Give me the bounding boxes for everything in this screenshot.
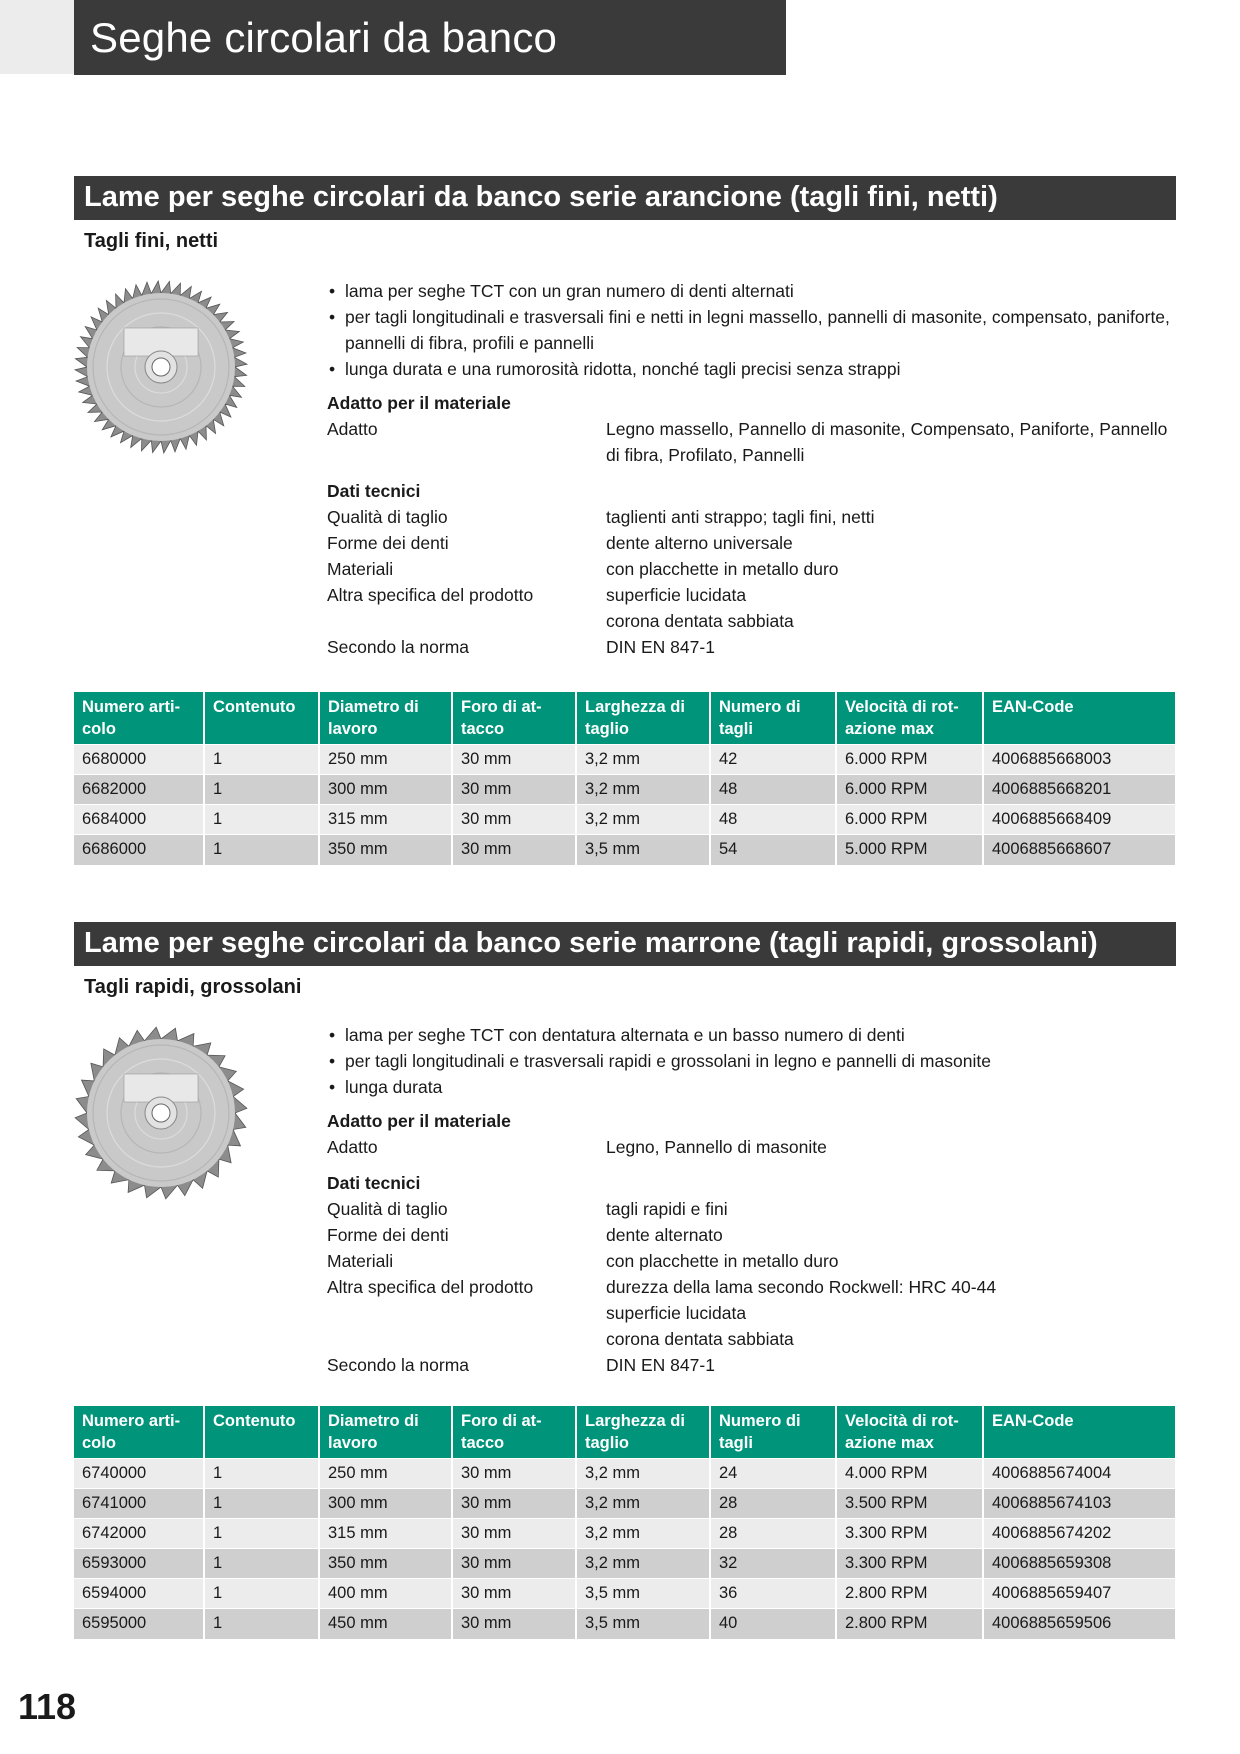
table-header-row	[74, 1406, 1175, 1459]
table-cell: 3,2 mm	[576, 805, 710, 835]
table-cell: 24	[710, 1459, 836, 1489]
table-cell: 1	[204, 835, 319, 865]
table-cell: 30 mm	[452, 835, 576, 865]
column-header: Numero arti- colo	[74, 1406, 204, 1459]
table-cell: 300 mm	[319, 1489, 452, 1519]
spec-value: con placchette in metallo duro	[606, 559, 839, 579]
table-cell: 30 mm	[452, 1489, 576, 1519]
circular-saw-blade-icon	[72, 278, 250, 456]
section-title: Lame per seghe circolari da banco serie marrone (tagli rapidi, grossolani)	[74, 922, 1176, 966]
table-cell: 4006885668201	[983, 775, 1175, 805]
table-cell: 1	[204, 775, 319, 805]
table-cell: 1	[204, 745, 319, 775]
table-cell: 4006885659308	[983, 1549, 1175, 1579]
table-cell: 5.000 RPM	[836, 835, 983, 865]
spec-label: Qualità di taglio	[327, 507, 448, 527]
norm-row	[327, 1352, 1172, 1378]
circular-saw-blade-icon	[72, 1024, 250, 1202]
table-cell: 1	[204, 1459, 319, 1489]
table-row	[74, 775, 1175, 805]
table-cell: 3,2 mm	[576, 745, 710, 775]
table-cell: 1	[204, 805, 319, 835]
spec-value: corona dentata sabbiata	[606, 1329, 794, 1349]
spec-row	[327, 504, 1172, 530]
table-cell: 2.800 RPM	[836, 1609, 983, 1639]
spec-label: Forme dei denti	[327, 533, 449, 553]
spec-row	[327, 1196, 1172, 1222]
column-header: Numero di tagli	[710, 692, 836, 745]
table-cell: 30 mm	[452, 745, 576, 775]
table-cell: 300 mm	[319, 775, 452, 805]
product-description	[327, 278, 1172, 660]
table-cell: 250 mm	[319, 1459, 452, 1489]
spec-value: superficie lucidata	[606, 585, 747, 605]
table-row	[74, 745, 1175, 775]
tech-heading: Dati tecnici	[327, 1173, 421, 1193]
material-row	[327, 1134, 1172, 1160]
table-cell: 350 mm	[319, 835, 452, 865]
table-cell: 3,5 mm	[576, 835, 710, 865]
table-cell: 30 mm	[452, 1459, 576, 1489]
table-cell: 28	[710, 1489, 836, 1519]
table-cell: 30 mm	[452, 1549, 576, 1579]
material-heading: Adatto per il materiale	[327, 1111, 511, 1131]
table-cell: 30 mm	[452, 1609, 576, 1639]
column-header: Diametro di lavoro	[319, 1406, 452, 1459]
table-cell: 36	[710, 1579, 836, 1609]
table-cell: 6682000	[74, 775, 204, 805]
table-row	[74, 1609, 1175, 1639]
table-cell: 1	[204, 1489, 319, 1519]
table-cell: 3,5 mm	[576, 1609, 710, 1639]
column-header: Velocità di rot- azione max	[836, 1406, 983, 1459]
spec-row	[327, 556, 1172, 582]
product-table	[74, 692, 1175, 865]
tech-heading: Dati tecnici	[327, 481, 421, 501]
table-cell: 6742000	[74, 1519, 204, 1549]
table-cell: 6.000 RPM	[836, 745, 983, 775]
table-cell: 48	[710, 775, 836, 805]
table-cell: 6740000	[74, 1459, 204, 1489]
table-cell: 42	[710, 745, 836, 775]
table-row	[74, 1519, 1175, 1549]
spec-label: Qualità di taglio	[327, 1199, 448, 1219]
table-cell: 6680000	[74, 745, 204, 775]
spec-value: dente alternato	[606, 1225, 723, 1245]
spec-label: Forme dei denti	[327, 1225, 449, 1245]
table-cell: 6686000	[74, 835, 204, 865]
table-cell: 30 mm	[452, 1579, 576, 1609]
spec-value: Legno massello, Pannello di masonite, Compensato, Paniforte, Pannello di fibra, Profilato, Pannelli	[606, 419, 1168, 465]
table-cell: 3,2 mm	[576, 1549, 710, 1579]
spec-label: Secondo la norma	[327, 637, 470, 657]
column-header: Larghezza di taglio	[576, 692, 710, 745]
section-subtitle: Tagli fini, netti	[84, 230, 219, 252]
table-cell: 54	[710, 835, 836, 865]
spec-value: taglienti anti strappo; tagli fini, netti	[606, 507, 875, 527]
feature-item: • per tagli longitudinali e trasversali rapidi e grossolani in legno e pannelli di masonite	[327, 1048, 1172, 1074]
table-cell: 4006885659407	[983, 1579, 1175, 1609]
spec-row	[327, 1248, 1172, 1274]
table-cell: 3,2 mm	[576, 775, 710, 805]
table-cell: 3.300 RPM	[836, 1519, 983, 1549]
table-cell: 1	[204, 1579, 319, 1609]
table-cell: 3.300 RPM	[836, 1549, 983, 1579]
spec-label: Adatto	[327, 1137, 378, 1157]
spec-value: Legno, Pannello di masonite	[606, 1137, 827, 1157]
spec-row	[327, 1274, 1172, 1352]
spec-value: con placchette in metallo duro	[606, 1251, 839, 1271]
feature-list	[327, 1022, 1172, 1100]
table-cell: 4.000 RPM	[836, 1459, 983, 1489]
column-header: EAN-Code	[983, 692, 1175, 745]
column-header: Numero di tagli	[710, 1406, 836, 1459]
product-table	[74, 1406, 1175, 1639]
feature-item: • lunga durata	[327, 1074, 1172, 1100]
spec-row	[327, 530, 1172, 556]
table-cell: 250 mm	[319, 745, 452, 775]
table-cell: 6684000	[74, 805, 204, 835]
column-header: Foro di at- tacco	[452, 1406, 576, 1459]
table-cell: 6.000 RPM	[836, 805, 983, 835]
feature-item: • lama per seghe TCT con un gran numero di denti alternati	[327, 278, 1172, 304]
table-cell: 6593000	[74, 1549, 204, 1579]
table-row	[74, 1549, 1175, 1579]
column-header: Contenuto	[204, 692, 319, 745]
spec-value: superficie lucidata	[606, 1303, 747, 1323]
spec-label: Materiali	[327, 559, 394, 579]
feature-item: • per tagli longitudinali e trasversali fini e netti in legni massello, pannelli di masonite, compensato, paniforte, pannelli di fibra, profili e pannelli	[327, 304, 1172, 356]
table-cell: 315 mm	[319, 805, 452, 835]
section-brown-series	[74, 922, 1176, 999]
spec-value: DIN EN 847-1	[606, 1355, 715, 1375]
table-row	[74, 1489, 1175, 1519]
material-heading: Adatto per il materiale	[327, 393, 511, 413]
spec-label: Adatto	[327, 419, 378, 439]
spec-row	[327, 1222, 1172, 1248]
spec-label: Materiali	[327, 1251, 394, 1271]
page-corner-strip	[0, 0, 74, 74]
column-header: Diametro di lavoro	[319, 692, 452, 745]
table-cell: 4006885674202	[983, 1519, 1175, 1549]
table-cell: 4006885674004	[983, 1459, 1175, 1489]
spec-row	[327, 582, 1172, 634]
table-cell: 1	[204, 1519, 319, 1549]
table-cell: 40	[710, 1609, 836, 1639]
table-cell: 30 mm	[452, 775, 576, 805]
page-title: Seghe circolari da banco	[90, 14, 558, 61]
table-row	[74, 835, 1175, 865]
spec-value: tagli rapidi e fini	[606, 1199, 728, 1219]
spec-value: DIN EN 847-1	[606, 637, 715, 657]
column-header: Numero arti- colo	[74, 692, 204, 745]
spec-value: corona dentata sabbiata	[606, 611, 794, 631]
table-cell: 6.000 RPM	[836, 775, 983, 805]
table-row	[74, 1459, 1175, 1489]
table-cell: 4006885674103	[983, 1489, 1175, 1519]
table-cell: 6595000	[74, 1609, 204, 1639]
table-cell: 6594000	[74, 1579, 204, 1609]
table-cell: 3.500 RPM	[836, 1489, 983, 1519]
spec-label: Altra specifica del prodotto	[327, 585, 534, 605]
page-header	[74, 0, 786, 75]
table-row	[74, 805, 1175, 835]
page-number: 118	[18, 1686, 77, 1727]
table-cell: 30 mm	[452, 805, 576, 835]
material-row	[327, 416, 1172, 468]
feature-item: • lunga durata e una rumorosità ridotta, nonché tagli precisi senza strappi	[327, 356, 1172, 382]
column-header: Larghezza di taglio	[576, 1406, 710, 1459]
table-cell: 4006885668003	[983, 745, 1175, 775]
spec-value: durezza della lama secondo Rockwell: HRC 40-44	[606, 1277, 997, 1297]
table-cell: 28	[710, 1519, 836, 1549]
column-header: Contenuto	[204, 1406, 319, 1459]
table-cell: 2.800 RPM	[836, 1579, 983, 1609]
table-cell: 450 mm	[319, 1609, 452, 1639]
table-cell: 3,2 mm	[576, 1489, 710, 1519]
table-cell: 400 mm	[319, 1579, 452, 1609]
table-cell: 4006885668607	[983, 835, 1175, 865]
table-cell: 1	[204, 1549, 319, 1579]
table-cell: 4006885668409	[983, 805, 1175, 835]
table-cell: 48	[710, 805, 836, 835]
spec-value: dente alterno universale	[606, 533, 793, 553]
spec-value-group	[606, 582, 1172, 634]
table-cell: 6741000	[74, 1489, 204, 1519]
column-header: Velocità di rot- azione max	[836, 692, 983, 745]
section-subtitle: Tagli rapidi, grossolani	[84, 976, 302, 998]
table-cell: 4006885659506	[983, 1609, 1175, 1639]
feature-item: • lama per seghe TCT con dentatura alternata e un basso numero di denti	[327, 1022, 1172, 1048]
feature-list	[327, 278, 1172, 382]
table-cell: 3,2 mm	[576, 1519, 710, 1549]
table-cell: 32	[710, 1549, 836, 1579]
table-cell: 1	[204, 1609, 319, 1639]
product-description	[327, 1022, 1172, 1378]
table-cell: 3,5 mm	[576, 1579, 710, 1609]
table-cell: 3,2 mm	[576, 1459, 710, 1489]
table-row	[74, 1579, 1175, 1609]
spec-value-group	[606, 1274, 1172, 1352]
spec-label: Secondo la norma	[327, 1355, 470, 1375]
section-title: Lame per seghe circolari da banco serie arancione (tagli fini, netti)	[74, 176, 1176, 220]
norm-row	[327, 634, 1172, 660]
column-header: EAN-Code	[983, 1406, 1175, 1459]
spec-label: Altra specifica del prodotto	[327, 1277, 534, 1297]
table-cell: 350 mm	[319, 1549, 452, 1579]
table-header-row	[74, 692, 1175, 745]
column-header: Foro di at- tacco	[452, 692, 576, 745]
table-cell: 30 mm	[452, 1519, 576, 1549]
section-orange-series	[74, 176, 1176, 253]
table-cell: 315 mm	[319, 1519, 452, 1549]
